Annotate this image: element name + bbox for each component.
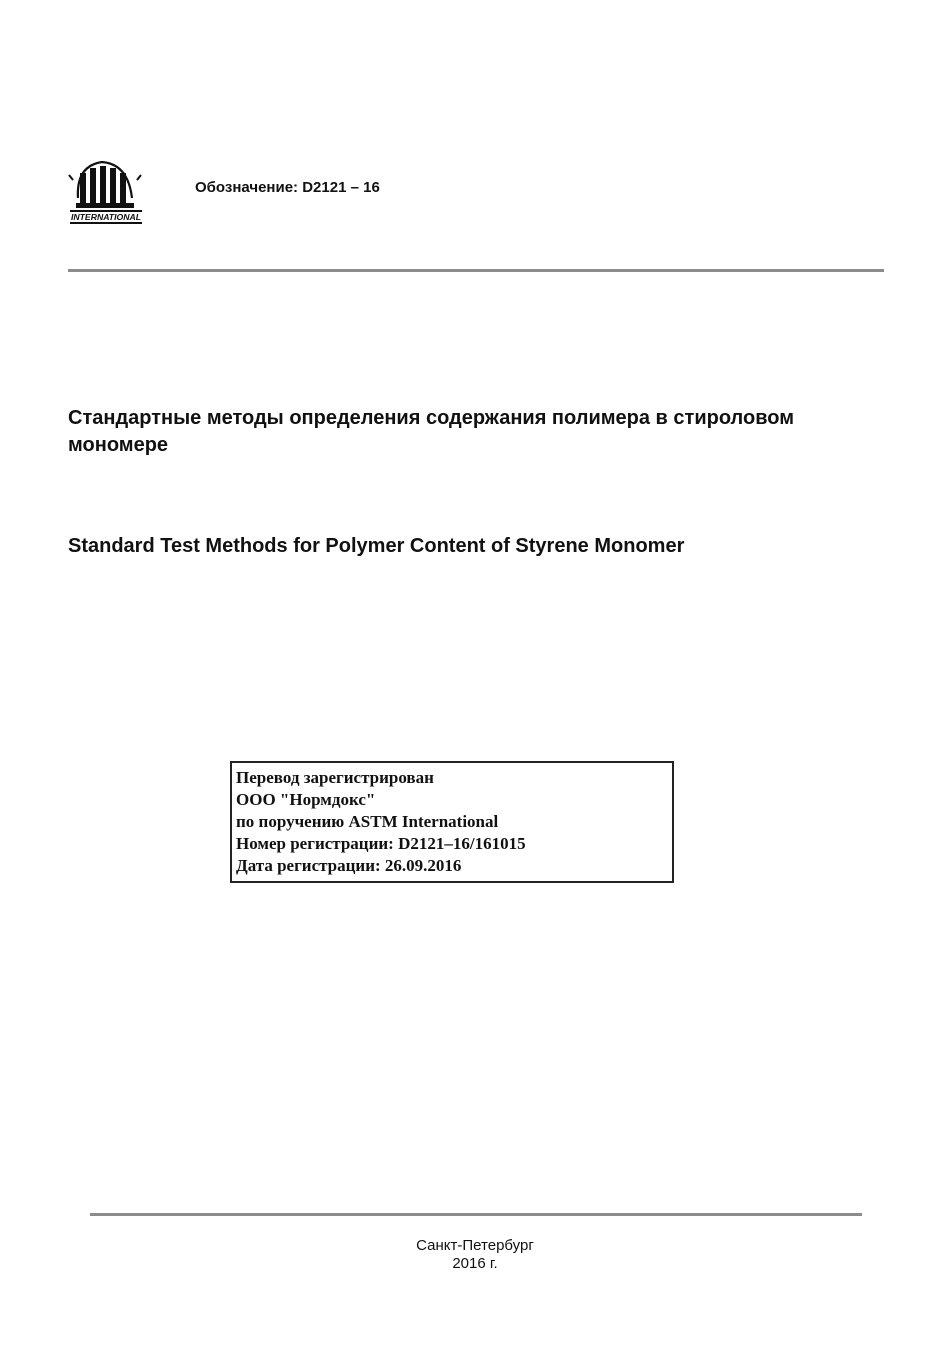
registration-box xyxy=(230,761,674,883)
footer xyxy=(0,1237,950,1273)
top-divider xyxy=(68,269,884,272)
document-title-russian: Стандартные методы определения содержания полимера в стироловом мономере xyxy=(68,407,794,456)
document-title-english: Standard Test Methods for Polymer Content of Styrene Monomer xyxy=(68,535,685,557)
astm-logo-icon xyxy=(66,158,144,228)
bottom-divider xyxy=(90,1213,862,1216)
registration-line: по поручению ASTM International xyxy=(236,812,499,831)
registration-line: Перевод зарегистрирован xyxy=(236,768,434,787)
document-designation: Обозначение: D2121 – 16 xyxy=(195,179,380,196)
footer-year: 2016 г. xyxy=(452,1255,498,1272)
registration-line: ООО "Нормдокс" xyxy=(236,790,376,809)
footer-city: Санкт-Петербург xyxy=(416,1237,534,1254)
svg-text:INTERNATIONAL: INTERNATIONAL xyxy=(71,213,142,222)
registration-line: Номер регистрации: D2121–16/161015 xyxy=(236,834,526,853)
registration-line: Дата регистрации: 26.09.2016 xyxy=(236,856,462,875)
